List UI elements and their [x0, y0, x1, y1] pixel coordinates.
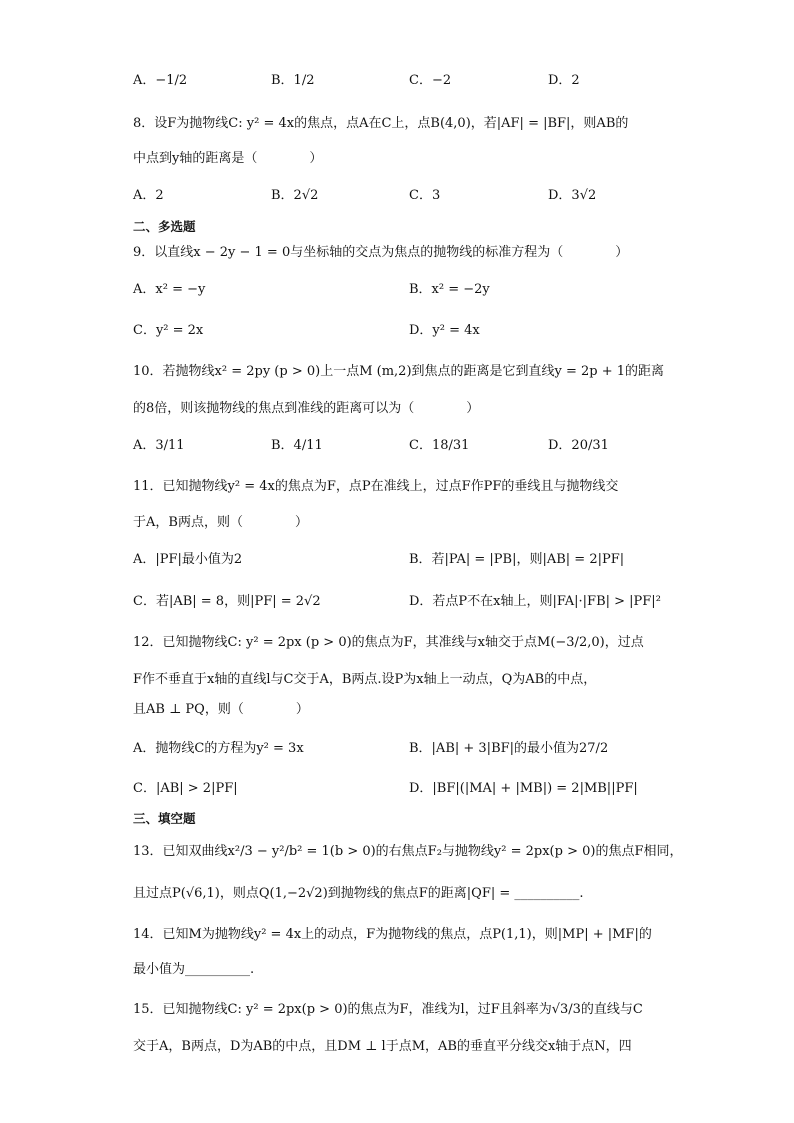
q13-stem-line1: 13．已知双曲线x²/3 − y²/b² = 1(b > 0)的右焦点F₂与抛物线y² = 2px(p > 0)的焦点F相同，: [133, 844, 683, 859]
q9-option-d: D．y² = 4x: [409, 323, 480, 338]
q8-option-c: C．3: [409, 188, 441, 203]
q14-stem-line1: 14．已知M为抛物线y² = 4x上的动点，F为抛物线的焦点，点P(1,1)，则|MP| + |MF|的: [133, 927, 652, 942]
q7-option-d: D．2: [548, 73, 580, 88]
q10-stem-line1: 10．若抛物线x² = 2py (p > 0)上一点M (m,2)到焦点的距离是它到直线y = 2p + 1的距离: [133, 364, 665, 379]
q12-option-a: A．抛物线C的方程为y² = 3x: [133, 741, 304, 756]
q15-stem-line1: 15．已知抛物线C: y² = 2px(p > 0)的焦点为F，准线为l，过F且斜率为√3/3的直线与C: [133, 1002, 643, 1017]
q12-option-c: C．|AB| > 2|PF|: [133, 781, 238, 796]
q12-stem-line2: F作不垂直于x轴的直线l与C交于A，B两点.设P为x轴上一动点，Q为AB的中点，: [133, 672, 597, 687]
q13-stem-line2: 且过点P(√6,1)，则点Q(1,−2√2)到抛物线的焦点F的距离|QF| = __________.: [133, 886, 584, 901]
q8-option-b: B．2√2: [271, 188, 319, 203]
q7-option-c: C．−2: [409, 73, 452, 88]
section-heading-fill: 三、填空题: [133, 811, 196, 826]
q10-stem-line2: 的8倍，则该抛物线的焦点到准线的距离可以为（ ）: [133, 401, 480, 416]
q12-option-b: B．|AB| + 3|BF|的最小值为27/2: [409, 741, 609, 756]
q8-stem-line1: 8．设F为抛物线C: y² = 4x的焦点，点A在C上，点B(4,0)，若|AF| = |BF|，则AB的: [133, 116, 629, 131]
q12-stem-line1: 12．已知抛物线C: y² = 2px (p > 0)的焦点为F，其准线与x轴交于点M(−3/2,0)，过点: [133, 635, 644, 650]
q10-option-a: A．3/11: [133, 438, 185, 453]
q8-option-d: D．3√2: [548, 188, 597, 203]
q10-option-d: D．20/31: [548, 438, 609, 453]
q9-option-c: C．y² = 2x: [133, 323, 204, 338]
q11-option-a: A．|PF|最小值为2: [133, 552, 243, 567]
q11-option-b: B．若|PA| = |PB|，则|AB| = 2|PF|: [409, 552, 625, 567]
q11-option-c: C．若|AB| = 8，则|PF| = 2√2: [133, 594, 321, 609]
q8-option-a: A．2: [133, 188, 164, 203]
q15-stem-line2: 交于A，B两点，D为AB的中点，且DM ⊥ l于点M，AB的垂直平分线交x轴于点N，四: [133, 1039, 632, 1054]
q7-option-b: B．1/2: [271, 73, 315, 88]
q9-stem-line1: 9．以直线x − 2y − 1 = 0与坐标轴的交点为焦点的抛物线的标准方程为（ ）: [133, 245, 629, 260]
q14-stem-line2: 最小值为__________.: [133, 962, 255, 977]
q10-option-b: B．4/11: [271, 438, 323, 453]
q11-option-d: D．若点P不在x轴上，则|FA|·|FB| > |PF|²: [409, 594, 661, 609]
section-heading-multi: 二、多选题: [133, 219, 196, 234]
q11-stem-line2: 于A，B两点，则（ ）: [133, 515, 308, 530]
q10-option-c: C．18/31: [409, 438, 470, 453]
q12-option-d: D．|BF|(|MA| + |MB|) = 2|MB||PF|: [409, 781, 638, 796]
q7-option-a: A．−1/2: [133, 73, 188, 88]
q8-stem-line2: 中点到y轴的距离是（ ）: [133, 151, 323, 166]
q11-stem-line1: 11．已知抛物线y² = 4x的焦点为F，点P在准线上，过点F作PF的垂线且与抛物线交: [133, 479, 619, 494]
q9-option-a: A．x² = −y: [133, 282, 206, 297]
q9-option-b: B．x² = −2y: [409, 282, 490, 297]
q12-stem-line3: 且AB ⊥ PQ，则（ ）: [133, 702, 309, 717]
